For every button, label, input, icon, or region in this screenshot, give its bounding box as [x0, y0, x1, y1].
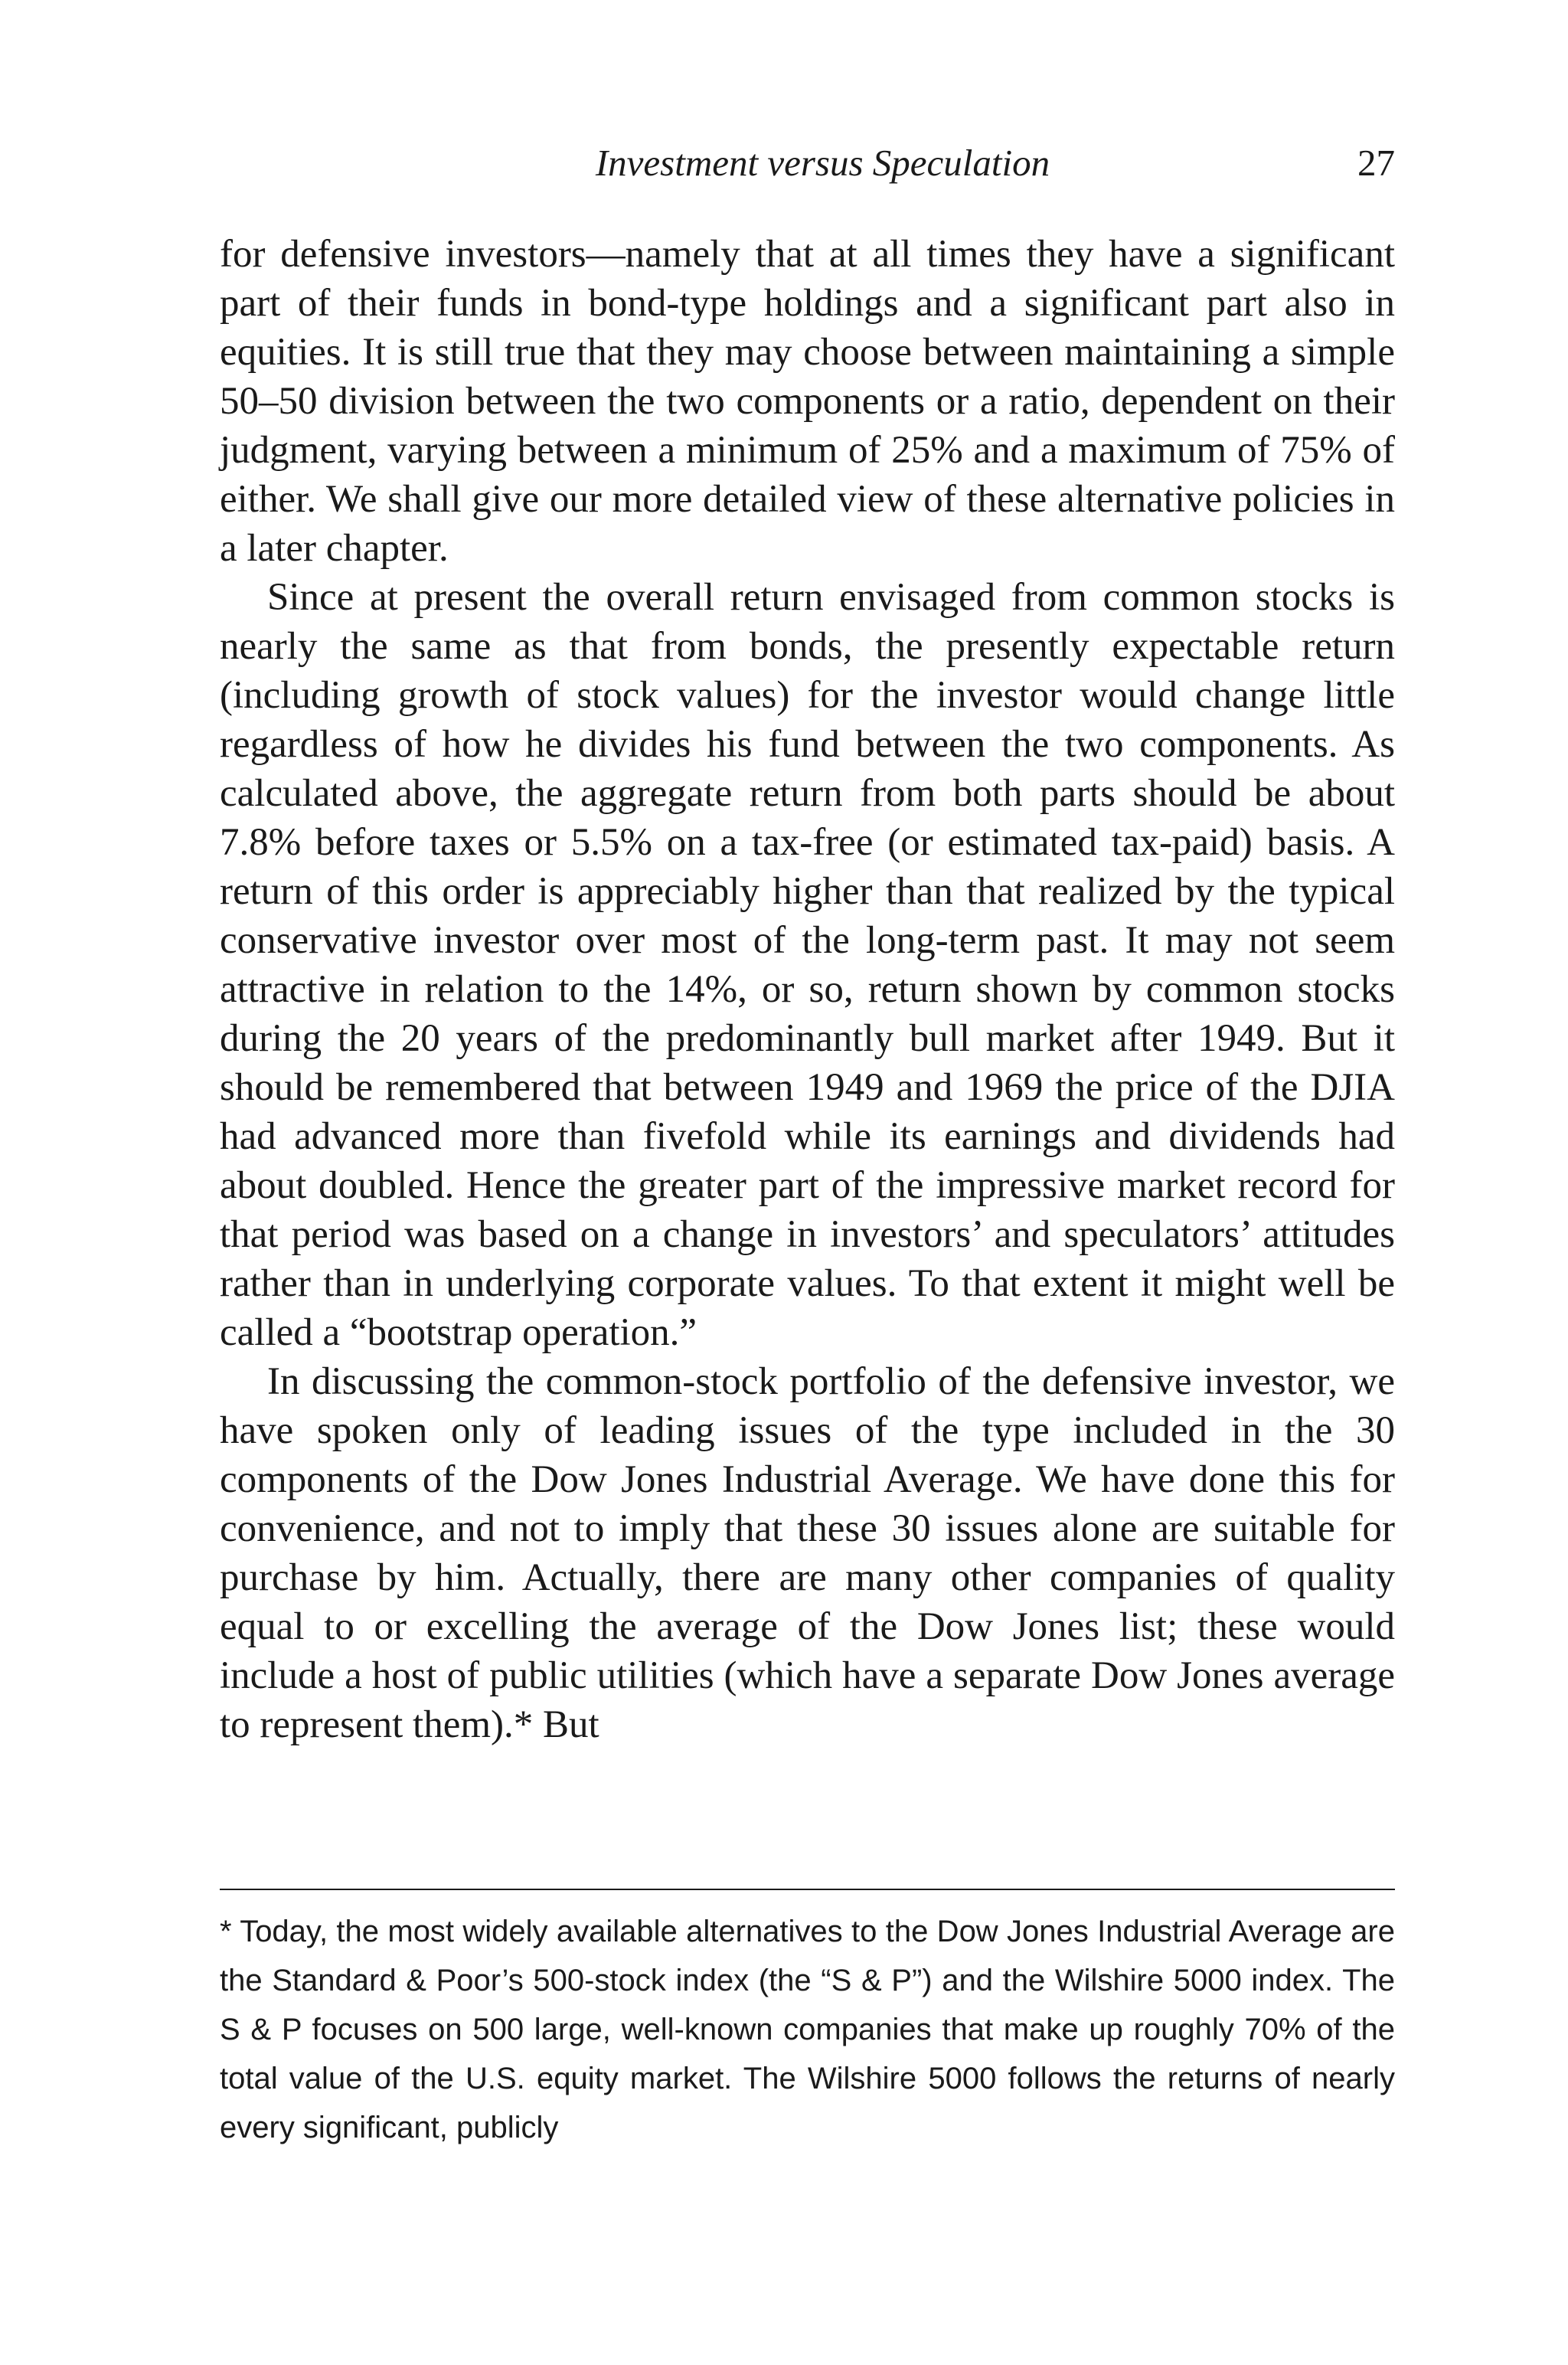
- paragraph-continued: for defensive investors—namely that at all times they have a significant part of their funds in bond-type holdings and a significant part also in equities. It is still true that they may choose between maintaining a simple 50–50 division between the two components or a ratio, dependent on their judgment, varying between a minimum of 25% and a maximum of 75% of either. We shall give our more detailed view of these alternative policies in a later chapter.: [220, 233, 1395, 570]
- footnote-text: * Today, the most widely available alternatives to the Dow Jones Industrial Average are the Standard & Poor’s 500-stock index (the “S & P”) and the Wilshire 5000 index. The S & P focuses on 500 large, well-known companies that make up roughly 70% of the total value of the U.S. equity market. The Wilshire 5000 follows the returns of nearly every significant, publicly: [220, 1915, 1395, 2144]
- paragraph-portfolio-discussion: In discussing the common-stock portfolio of the defensive investor, we have spoken only of leading issues of the type included in the 30 components of the Dow Jones Industrial Average. We have done this for convenience, and not to imply that these 30 issues alone are suitable for purchase by him. Actually, there are many other companies of quality equal to or excelling the average of the Dow Jones list; these would include a host of public utilities (which have a separate Dow Jones average to represent them).* But: [220, 1360, 1395, 1746]
- body-text: [220, 230, 1395, 1749]
- footnote: [220, 1907, 1395, 2152]
- running-head: [220, 136, 1395, 190]
- running-title: Investment versus Speculation: [595, 142, 1050, 184]
- footnote-divider: [220, 1889, 1395, 1890]
- page-number: 27: [1357, 142, 1395, 184]
- paragraph-return-discussion: Since at present the overall return envisaged from common stocks is nearly the same as that from bonds, the presently expectable return (including growth of stock values) for the investor would change little regardless of how he divides his fund between the two components. As calculated above, the aggregate return from both parts should be about 7.8% before taxes or 5.5% on a tax-free (or estimated tax-paid) basis. A return of this order is appreciably higher than that realized by the typical conservative investor over most of the long-term past. It may not seem attractive in relation to the 14%, or so, return shown by common stocks during the 20 years of the predominantly bull market after 1949. But it should be remembered that between 1949 and 1969 the price of the DJIA had advanced more than fivefold while its earnings and dividends had about doubled. Hence the greater part of the impressive market record for that period was based on a change in investors’ and speculators’ attitudes rather than in underlying corporate values. To that extent it might well be called a “bootstrap operation.”: [220, 576, 1395, 1354]
